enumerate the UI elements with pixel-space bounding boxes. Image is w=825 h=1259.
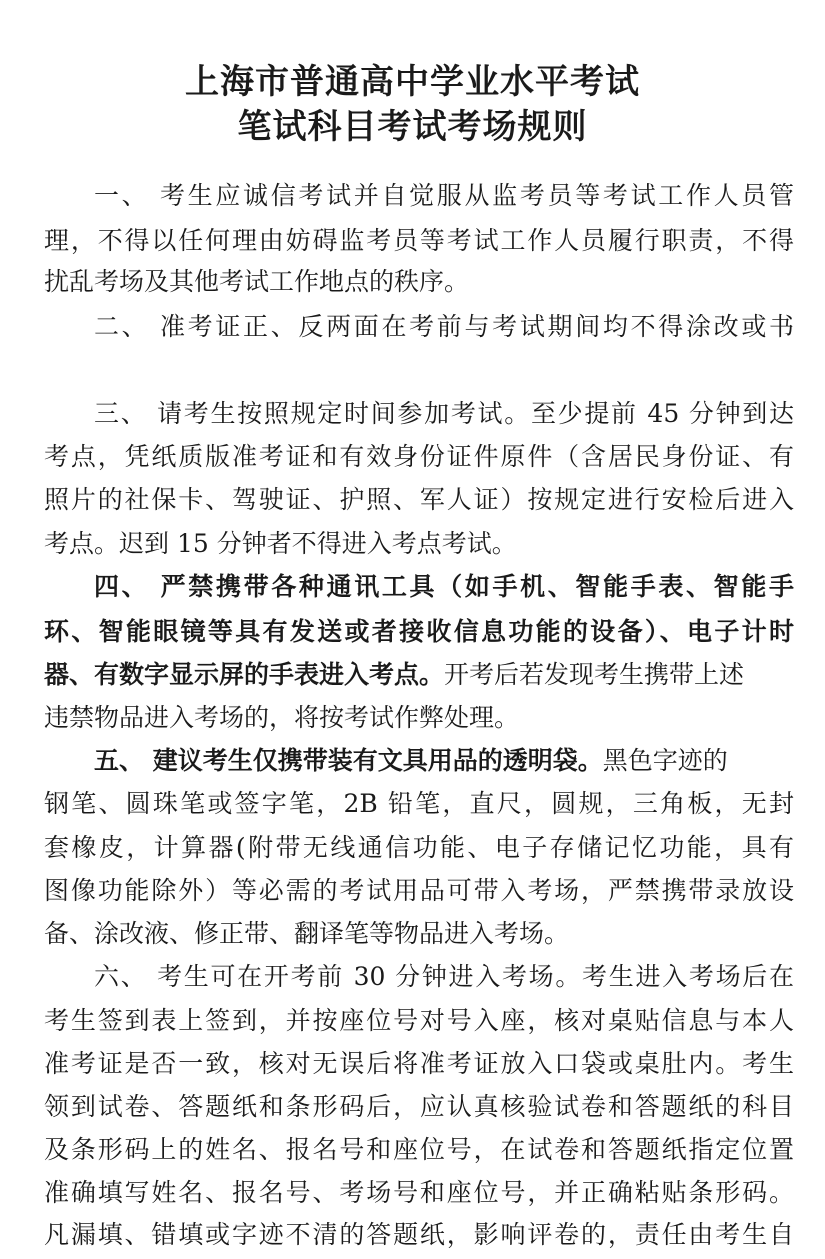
rule-6-line-4: 领到试卷、答题纸和条形码后，应认真核验试卷和答题纸的科目 xyxy=(44,1092,794,1121)
rule-4-line-2 xyxy=(44,616,794,648)
rule-5-plain-text: 黑色字迹的 xyxy=(602,746,728,775)
rule-4-bold-text-3: 器、有数字显示屏的手表进入考点。 xyxy=(44,660,445,689)
document-title-line-1: 上海市普通高中学业水平考试 xyxy=(185,62,640,102)
rule-4-line-1 xyxy=(44,571,794,603)
rule-6-line-3: 准考证是否一致，核对无误后将准考证放入口袋或桌肚内。考生 xyxy=(44,1049,794,1078)
rule-1-line-3: 扰乱考场及其他考试工作地点的秩序。 xyxy=(44,267,470,296)
rule-4-line-4: 违禁物品进入考场的，将按考试作弊处理。 xyxy=(44,703,520,732)
rule-5-line-2: 钢笔、圆珠笔或签字笔，2B 铅笔，直尺，圆规，三角板，无封 xyxy=(44,789,794,818)
rule-3-line-1: 三、 请考生按照规定时间参加考试。至少提前 45 分钟到达 xyxy=(94,399,794,428)
rule-4-line-3 xyxy=(44,659,794,691)
rule-6-line-2: 考生签到表上签到，并按座位号对号入座，核对桌贴信息与本人 xyxy=(44,1006,794,1035)
document-title-line-2: 笔试科目考试考场规则 xyxy=(237,107,588,147)
rule-4-bold-text: 四、 严禁携带各种通讯工具（如手机、智能手表、智能手 xyxy=(94,572,794,601)
rule-6-line-1: 六、 考生可在开考前 30 分钟进入考场。考生进入考场后在 xyxy=(94,962,794,991)
rule-1-line-1: 一、 考生应诚信考试并自觉服从监考员等考试工作人员管 xyxy=(94,181,794,210)
rule-6-line-7: 凡漏填、错填或字迹不清的答题纸，影响评卷的，责任由考生自 xyxy=(44,1220,794,1249)
rule-3-line-4: 考点。迟到 15 分钟者不得进入考点考试。 xyxy=(44,529,517,558)
rule-5-line-5: 备、涂改液、修正带、翻译笔等物品进入考场。 xyxy=(44,919,570,948)
rule-1-line-2: 理，不得以任何理由妨碍监考员等考试工作人员履行职责，不得 xyxy=(44,226,794,255)
rule-3-line-3: 照片的社保卡、驾驶证、护照、军人证）按规定进行安检后进入 xyxy=(44,485,794,514)
rule-5-bold-text: 五、 建议考生仅携带装有文具用品的透明袋。 xyxy=(94,746,603,775)
rule-3-line-2: 考点，凭纸质版准考证和有效身份证件原件（含居民身份证、有 xyxy=(44,442,794,471)
rule-2-line-1: 二、 准考证正、反两面在考前与考试期间均不得涂改或书 xyxy=(94,312,794,341)
rule-5-line-4: 图像功能除外）等必需的考试用品可带入考场，严禁携带录放设 xyxy=(44,876,794,905)
rule-5-line-1 xyxy=(44,745,794,777)
rule-6-line-5: 及条形码上的姓名、报名号和座位号，在试卷和答题纸指定位置 xyxy=(44,1135,794,1164)
rule-5-line-3: 套橡皮，计算器(附带无线通信功能、电子存储记忆功能，具有 xyxy=(44,833,794,862)
rule-4-plain-text: 开考后若发现考生携带上述 xyxy=(444,660,745,689)
rule-4-bold-text-2: 环、智能眼镜等具有发送或者接收信息功能的设备）、电子计时 xyxy=(44,617,794,646)
rule-6-line-6: 准确填写姓名、报名号、考场号和座位号，并正确粘贴条形码。 xyxy=(44,1178,794,1207)
